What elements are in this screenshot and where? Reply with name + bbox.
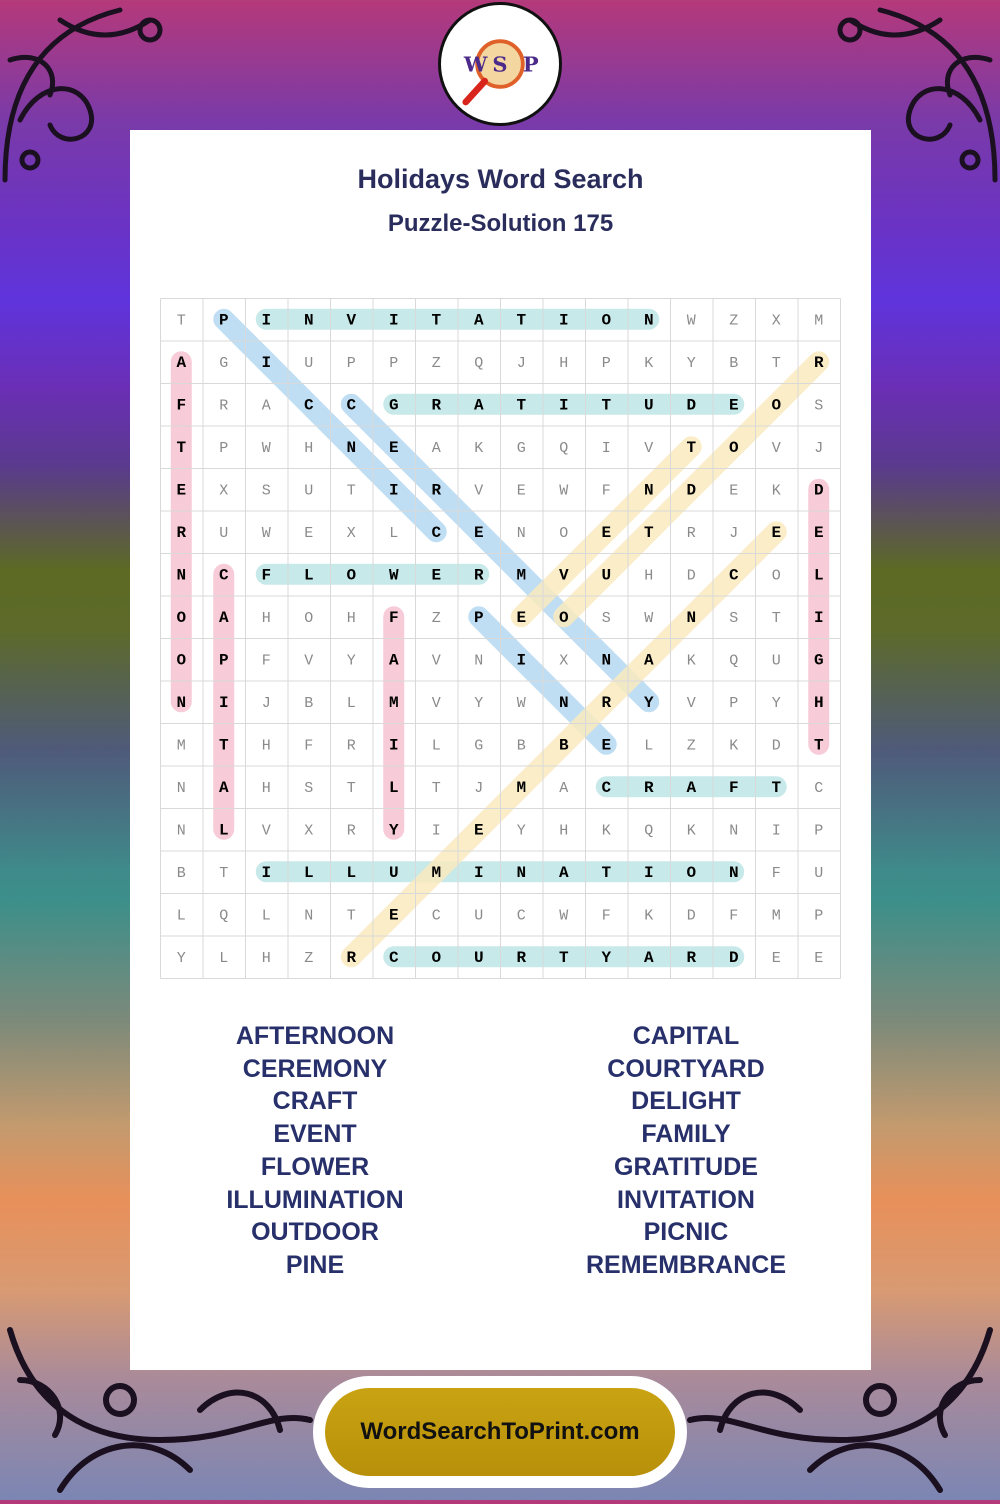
grid-cell: F (176, 396, 187, 415)
grid-cell: W (388, 566, 399, 585)
grid-cell: E (771, 523, 782, 542)
grid-cell: R (431, 481, 442, 500)
word-list-item: GRATITUDE (614, 1152, 758, 1181)
grid-cell: L (346, 863, 357, 882)
grid-cell: T (558, 948, 569, 967)
grid-cell: T (346, 482, 356, 500)
grid-cell: H (644, 567, 654, 585)
grid-cell: E (516, 608, 527, 627)
grid-cell: J (474, 779, 484, 797)
grid-cell: A (388, 651, 399, 670)
grid-cell: A (473, 311, 484, 330)
grid-cell: P (218, 651, 229, 670)
grid-cell: Q (474, 354, 484, 372)
word-list-item: CRAFT (272, 1087, 358, 1116)
grid-cell: M (771, 907, 781, 925)
grid-cell: I (813, 608, 824, 627)
grid-cell: N (176, 566, 187, 585)
word-list-item: EVENT (273, 1120, 357, 1149)
grid-cell: I (771, 822, 781, 840)
grid-cell: Q (644, 822, 654, 840)
grid-cell: Y (388, 821, 399, 840)
grid-cell: I (558, 311, 569, 330)
grid-cell: W (559, 482, 569, 500)
grid-cell: E (601, 523, 612, 542)
grid-cell: D (686, 567, 696, 585)
grid-cell: S (261, 482, 271, 500)
grid-cell: K (686, 822, 696, 840)
grid-cell: C (728, 566, 739, 585)
grid-cell: P (814, 822, 824, 840)
grid-cell: L (346, 694, 356, 712)
grid-cell: R (686, 524, 696, 542)
grid-cell: T (771, 778, 782, 797)
grid-cell: Q (559, 439, 569, 457)
grid-cell: E (176, 481, 187, 500)
grid-cell: O (601, 311, 612, 330)
grid-cell: I (601, 439, 611, 457)
grid-cell: W (261, 524, 271, 542)
word-list-item: PICNIC (643, 1218, 729, 1247)
grid-cell: V (558, 566, 569, 585)
grid-cell: C (218, 566, 229, 585)
grid-cell: O (431, 948, 442, 967)
grid-cell: N (516, 524, 526, 542)
grid-cell: R (346, 948, 357, 967)
footer-badge (313, 1376, 687, 1488)
grid-cell: M (388, 693, 399, 712)
grid-cell: A (176, 353, 187, 372)
grid-cell: H (559, 354, 569, 372)
grid-cell: I (388, 481, 399, 500)
grid-cell: I (261, 353, 272, 372)
grid-cell: L (431, 737, 441, 755)
grid-cell: A (559, 779, 569, 797)
grid-cell: K (474, 439, 484, 457)
grid-cell: T (771, 609, 781, 627)
grid-cell: M (176, 737, 186, 755)
grid-cell: R (516, 948, 527, 967)
grid-cell: T (643, 523, 654, 542)
grid-cell: C (516, 907, 526, 925)
grid-cell: L (219, 949, 229, 967)
grid-cell: L (644, 737, 654, 755)
site-logo[interactable] (438, 2, 562, 126)
grid-cell: U (219, 524, 229, 542)
grid-cell: Y (516, 822, 526, 840)
grid-cell: A (686, 778, 697, 797)
grid-cell: W (686, 312, 696, 330)
magnifier-icon (466, 81, 485, 102)
grid-cell: P (814, 907, 824, 925)
grid-cell: T (346, 907, 356, 925)
grid-cell: I (516, 651, 527, 670)
grid-cell: C (303, 396, 314, 415)
grid-cell: G (388, 396, 399, 415)
svg-text:S: S (492, 51, 508, 77)
grid-cell: K (644, 907, 654, 925)
grid-cell: C (431, 907, 441, 925)
grid-cell: L (303, 566, 314, 585)
grid-cell: P (218, 311, 229, 330)
grid-cell: T (176, 312, 186, 330)
grid-cell: T (813, 736, 824, 755)
grid-cell: K (644, 354, 654, 372)
grid-cell: R (643, 778, 654, 797)
grid-cell: N (516, 863, 527, 882)
grid-cell: O (558, 608, 569, 627)
grid-cell: Y (643, 693, 654, 712)
grid-cell: N (729, 822, 739, 840)
grid-cell: T (176, 438, 187, 457)
grid-cell: R (346, 737, 356, 755)
grid-cell: M (431, 863, 442, 882)
grid-cell: M (814, 312, 824, 330)
grid-cell: R (686, 948, 697, 967)
grid-cell: V (686, 694, 696, 712)
grid-cell: K (771, 482, 781, 500)
grid-cell: H (261, 737, 271, 755)
grid-cell: E (516, 482, 526, 500)
grid-cell: A (643, 651, 654, 670)
grid-cell: I (218, 693, 229, 712)
grid-cell: R (176, 523, 187, 542)
grid-cell: F (388, 608, 399, 627)
grid-cell: F (261, 566, 272, 585)
grid-cell: F (304, 737, 314, 755)
grid-cell: U (473, 948, 484, 967)
grid-cell: N (346, 438, 357, 457)
grid-cell: L (813, 566, 824, 585)
grid-cell: T (771, 354, 781, 372)
grid-cell: D (686, 481, 697, 500)
grid-cell: S (304, 779, 314, 797)
grid-cell: R (601, 693, 612, 712)
grid-cell: R (431, 396, 442, 415)
grid-cell: F (728, 778, 739, 797)
grid-cell: A (473, 396, 484, 415)
grid-cell: N (643, 481, 654, 500)
grid-cell: A (643, 948, 654, 967)
grid-cell: T (686, 438, 697, 457)
grid-cell: O (771, 567, 781, 585)
grid-cell: N (601, 651, 612, 670)
grid-cell: S (729, 609, 739, 627)
grid-cell: Q (729, 652, 739, 670)
footer-link[interactable] (325, 1388, 675, 1476)
grid-cell: A (558, 863, 569, 882)
grid-cell: D (771, 737, 781, 755)
grid-cell: H (346, 609, 356, 627)
grid-cell: V (304, 652, 314, 670)
grid-cell: A (261, 397, 271, 415)
grid-cell: Z (729, 312, 739, 330)
grid-cell: E (813, 523, 824, 542)
grid-cell: N (303, 311, 314, 330)
grid-cell: H (261, 609, 271, 627)
grid-cell: O (771, 396, 782, 415)
grid-cell: L (218, 821, 229, 840)
grid-cell: F (601, 482, 611, 500)
grid-cell: U (601, 566, 612, 585)
grid-cell: N (304, 907, 314, 925)
grid-cell: T (516, 396, 527, 415)
grid-cell: P (219, 439, 229, 457)
grid-cell: D (686, 396, 697, 415)
grid-cell: X (346, 524, 356, 542)
word-list-item: REMEMBRANCE (586, 1250, 786, 1279)
grid-cell: B (729, 354, 739, 372)
grid-cell: Y (601, 948, 612, 967)
grid-cell: T (219, 864, 229, 882)
grid-cell: O (728, 438, 739, 457)
grid-cell: C (601, 778, 612, 797)
grid-cell: T (431, 311, 442, 330)
word-list-item: DELIGHT (631, 1087, 741, 1116)
grid-cell: J (729, 524, 739, 542)
word-list-item: CAPITAL (632, 1022, 740, 1050)
puzzle-sheet (130, 130, 871, 1370)
grid-cell: F (601, 907, 611, 925)
grid-cell: N (686, 608, 697, 627)
grid-cell: K (601, 822, 611, 840)
word-list-item: OUTDOOR (251, 1218, 379, 1247)
grid-cell: C (814, 779, 824, 797)
grid-cell: F (729, 907, 739, 925)
grid-cell: R (219, 397, 229, 415)
grid-cell: E (388, 906, 399, 925)
page-subtitle: Puzzle-Solution 175 (387, 210, 614, 237)
grid-cell: M (516, 566, 527, 585)
grid-cell: C (346, 396, 357, 415)
grid-cell: I (431, 822, 441, 840)
grid-cell: T (601, 396, 612, 415)
grid-cell: X (559, 652, 569, 670)
grid-cell: X (219, 482, 229, 500)
grid-cell: E (473, 821, 484, 840)
word-list-item: CEREMONY (242, 1054, 388, 1083)
grid-cell: P (346, 354, 356, 372)
grid-cell: I (388, 736, 399, 755)
word-list-item: INVITATION (617, 1185, 755, 1214)
word-list-item: ILLUMINATION (226, 1185, 404, 1214)
grid-cell: I (558, 396, 569, 415)
svg-text:W: W (463, 51, 488, 77)
grid-cell: Y (686, 354, 696, 372)
grid-cell: Q (219, 907, 229, 925)
grid-cell: A (218, 778, 229, 797)
grid-cell: I (473, 863, 484, 882)
grid-cell: J (261, 694, 271, 712)
grid-cell: F (261, 652, 271, 670)
grid-cell: N (728, 863, 739, 882)
grid-cell: O (304, 609, 314, 627)
grid-cell: J (814, 439, 824, 457)
grid-cell: T (346, 779, 356, 797)
grid-cell: U (388, 863, 399, 882)
grid-cell: H (261, 779, 271, 797)
grid-cell: J (516, 354, 526, 372)
grid-cell: G (516, 439, 526, 457)
grid-cell: N (558, 693, 569, 712)
grid-cell: L (388, 778, 399, 797)
grid-cell: K (729, 737, 739, 755)
grid-cell: R (813, 353, 824, 372)
grid-cell: X (771, 312, 781, 330)
word-list-item: FAMILY (641, 1120, 731, 1149)
svg-text:P: P (522, 51, 539, 77)
grid-cell: Z (431, 354, 441, 372)
grid-cell: Y (771, 694, 781, 712)
grid-cell: U (304, 482, 314, 500)
grid-cell: X (304, 822, 314, 840)
grid-cell: E (601, 736, 612, 755)
grid-cell: V (261, 822, 271, 840)
grid-cell: N (176, 779, 186, 797)
grid-cell: I (643, 863, 654, 882)
grid-cell: V (431, 652, 441, 670)
grid-cell: E (304, 524, 314, 542)
grid-cell: G (813, 651, 824, 670)
grid-cell: U (771, 652, 781, 670)
grid-cell: U (304, 354, 314, 372)
word-list-item: FLOWER (260, 1152, 370, 1181)
grid-cell: R (473, 566, 484, 585)
grid-cell: Z (431, 609, 441, 627)
grid-cell: V (474, 482, 484, 500)
grid-cell: S (601, 609, 611, 627)
grid-cell: A (218, 608, 229, 627)
grid-cell: B (176, 864, 186, 882)
grid-cell: O (346, 566, 357, 585)
grid-cell: H (261, 949, 271, 967)
grid-cell: I (261, 863, 272, 882)
grid-cell: Y (474, 694, 484, 712)
grid-cell: G (474, 737, 484, 755)
word-list-item: AFTERNOON (235, 1022, 395, 1050)
word-list-right (501, 1020, 871, 1282)
page-title: Holidays Word Search (357, 164, 644, 194)
grid-cell: T (431, 779, 441, 797)
grid-cell: U (814, 864, 824, 882)
grid-cell: D (686, 907, 696, 925)
word-list-item: COURTYARD (607, 1054, 765, 1083)
grid-cell: O (176, 608, 187, 627)
grid-cell: W (644, 609, 654, 627)
grid-cell: E (729, 482, 739, 500)
grid-cell: Z (686, 737, 696, 755)
grid-cell: Z (304, 949, 314, 967)
grid-cell: T (601, 863, 612, 882)
grid-cell: C (431, 523, 442, 542)
grid-cell: V (644, 439, 654, 457)
grid-cell: G (219, 354, 229, 372)
grid-cell: T (516, 311, 527, 330)
grid-cell: C (388, 948, 399, 967)
grid-cell: E (814, 949, 824, 967)
grid-cell: D (728, 948, 739, 967)
grid-cell: L (389, 524, 399, 542)
grid-cell: L (176, 907, 186, 925)
grid-cell: A (431, 439, 441, 457)
grid-cell: B (304, 694, 314, 712)
grid-cell: K (686, 652, 696, 670)
grid-cell: V (431, 694, 441, 712)
grid-cell: P (601, 354, 611, 372)
grid-cell: S (814, 397, 824, 415)
grid-cell: U (643, 396, 654, 415)
grid-cell: U (474, 907, 484, 925)
grid-cell: L (303, 863, 314, 882)
grid-cell: P (389, 354, 399, 372)
word-search-grid (160, 298, 841, 979)
grid-cell: E (728, 396, 739, 415)
grid-cell: V (346, 311, 357, 330)
grid-cell: N (643, 311, 654, 330)
grid-cell: F (771, 864, 781, 882)
grid-cell: Y (176, 949, 186, 967)
grid-cell: O (176, 651, 187, 670)
grid-cell: D (813, 481, 824, 500)
grid-cell: H (559, 822, 569, 840)
grid-cell: H (813, 693, 824, 712)
grid-cell: W (559, 907, 569, 925)
grid-cell: V (771, 439, 781, 457)
grid-cell: E (431, 566, 442, 585)
grid-cell: B (558, 736, 569, 755)
grid-cell: P (473, 608, 484, 627)
word-list-left (130, 1020, 500, 1282)
grid-cell: H (304, 439, 314, 457)
word-list-item: PINE (285, 1250, 345, 1279)
grid-cell: N (474, 652, 484, 670)
grid-cell: N (176, 693, 187, 712)
grid-cell: P (729, 694, 739, 712)
footer-text: WordSearchToPrint.com (360, 1418, 640, 1445)
grid-cell: W (516, 694, 526, 712)
grid-cell: N (176, 822, 186, 840)
grid-cell: E (473, 523, 484, 542)
grid-cell: R (346, 822, 356, 840)
grid-cell: I (261, 311, 272, 330)
grid-cell: E (771, 949, 781, 967)
grid-cell: B (516, 737, 526, 755)
grid-cell: L (261, 907, 271, 925)
grid-cell: E (388, 438, 399, 457)
grid-cell: W (261, 439, 271, 457)
grid-cell: M (516, 778, 527, 797)
grid-cell: I (388, 311, 399, 330)
grid-cell: O (559, 524, 569, 542)
grid-cell: T (218, 736, 229, 755)
grid-cell: Y (346, 652, 356, 670)
grid-cell: O (686, 863, 697, 882)
